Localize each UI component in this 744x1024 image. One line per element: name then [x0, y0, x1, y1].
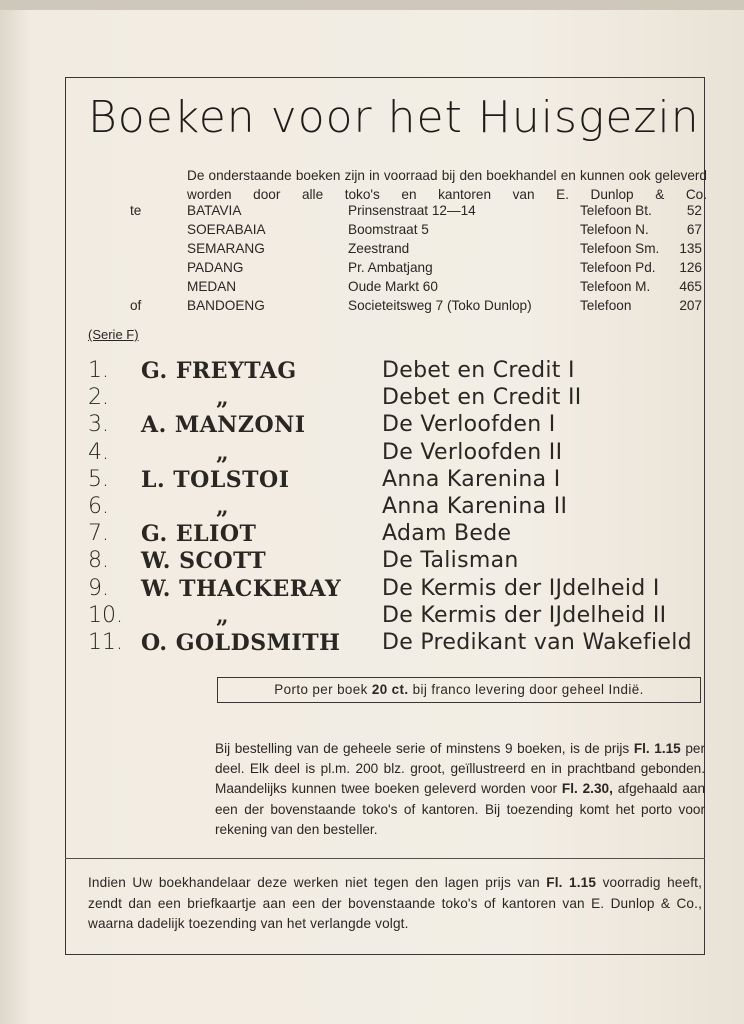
order-text-3: afgehaald aan een der bovenstaande toko's of kantoren. Bij toezending komt het porto voor rekening van den besteller.: [215, 781, 705, 837]
book-row: [88, 385, 713, 412]
book-row: [88, 521, 713, 548]
dealer-telefoon: Telefoon M.: [580, 279, 651, 294]
book-title: Anna Karenina II: [382, 493, 568, 519]
dealer-list: [130, 203, 710, 317]
footer-price: Fl. 1.15: [546, 875, 597, 890]
dealer-prefix: of: [130, 298, 142, 313]
book-row: [88, 630, 713, 657]
porto-text-after: bij franco levering door geheel Indië.: [408, 682, 644, 697]
book-row: [88, 358, 713, 385]
book-author-ditto: „: [216, 385, 230, 412]
book-number: 9.: [88, 575, 109, 601]
dealer-phone-number: 207: [679, 298, 702, 313]
dealer-telefoon: Telefoon Pd.: [580, 260, 656, 275]
book-row: [88, 494, 713, 521]
book-number: 11.: [88, 629, 123, 655]
porto-price: 20 ct.: [371, 682, 409, 697]
dealer-city: SOERABAIA: [187, 222, 266, 237]
book-title: Debet en Credit I: [382, 358, 575, 383]
dealer-phone-number: 135: [679, 241, 702, 256]
book-author-ditto: „: [216, 439, 230, 466]
book-number: 6.: [88, 493, 109, 519]
footer-text-2: voorradig heeft, zendt dan een briefkaartje aan een der bovenstaande toko's of kantoren van E. Dunlop & Co., waarna dadelijk toezending van het verlangde volgt.: [88, 875, 702, 931]
porto-notice: [217, 677, 701, 703]
book-number: 1.: [88, 358, 109, 383]
dealer-address: Zeestrand: [348, 241, 410, 256]
book-title: Debet en Credit II: [382, 385, 582, 411]
book-row: [88, 548, 713, 575]
order-paragraph: [215, 739, 705, 840]
book-title: Anna Karenina I: [382, 466, 561, 492]
book-title: De Kermis der IJdelheid I: [382, 575, 660, 601]
dealer-telefoon: Telefoon N.: [580, 222, 649, 237]
book-number: 3.: [88, 412, 109, 438]
book-number: 4.: [88, 439, 109, 465]
page-top-edge: [0, 0, 744, 10]
section-divider: [65, 858, 705, 859]
dealer-telefoon: Telefoon Sm.: [580, 241, 660, 256]
book-title: De Kermis der IJdelheid II: [382, 602, 667, 628]
serie-label: (Serie F): [88, 327, 139, 342]
book-title: De Verloofden I: [382, 412, 556, 438]
book-title: Adam Bede: [382, 521, 512, 547]
book-author: G. ELIOT: [141, 521, 257, 548]
dealer-phone-number: 126: [679, 260, 702, 275]
order-price-two-volumes: Fl. 2.30,: [561, 781, 613, 797]
dealer-telefoon: Telefoon Bt.: [580, 203, 652, 218]
intro-paragraph: De onderstaande boeken zijn in voorraad bij den boekhandel en kunnen ook geleverd worden door alle toko's en kantoren van E. Dunlop & Co.: [187, 168, 707, 202]
dealer-address: Oude Markt 60: [348, 279, 438, 294]
porto-text-before: Porto per boek: [274, 682, 372, 697]
book-number: 2.: [88, 385, 109, 411]
dealer-city: MEDAN: [187, 279, 237, 294]
order-text-1: Bij bestelling van de geheele serie of minstens 9 boeken, is de prijs: [215, 741, 634, 756]
dealer-phone-number: 67: [686, 222, 702, 237]
book-author: W. THACKERAY: [141, 575, 342, 602]
page-title: Boeken voor het Huisgezin: [88, 92, 700, 143]
book-row: [88, 576, 713, 603]
book-row: [88, 412, 713, 439]
book-row: [88, 440, 713, 467]
book-author-ditto: „: [216, 602, 230, 629]
book-title: De Verloofden II: [382, 439, 563, 465]
order-price-per-volume: Fl. 1.15: [633, 741, 681, 756]
book-row: [88, 603, 713, 630]
dealer-address: Societeitsweg 7 (Toko Dunlop): [348, 298, 532, 313]
dealer-address: Prinsenstraat 12—14: [348, 203, 476, 218]
dealer-row: [130, 203, 710, 222]
dealer-row: [130, 298, 710, 317]
footer-text-1: Indien Uw boekhandelaar deze werken niet tegen den lagen prijs van: [88, 875, 547, 890]
dealer-row: [130, 260, 710, 279]
book-number: 8.: [88, 548, 109, 574]
book-list: [88, 358, 713, 657]
dealer-address: Boomstraat 5: [348, 222, 429, 237]
book-author: A. MANZONI: [141, 412, 306, 439]
dealer-city: SEMARANG: [187, 241, 265, 256]
book-title: De Talisman: [382, 548, 519, 574]
footer-paragraph: [88, 873, 702, 935]
book-number: 7.: [88, 521, 109, 547]
dealer-city: PADANG: [187, 260, 244, 275]
dealer-row: [130, 241, 710, 260]
dealer-phone-number: 465: [679, 279, 702, 294]
dealer-city: BATAVIA: [187, 203, 242, 218]
dealer-telefoon: Telefoon: [580, 298, 632, 313]
book-title: De Predikant van Wakefield: [382, 629, 692, 655]
book-author: O. GOLDSMITH: [141, 629, 341, 656]
book-number: 10.: [88, 602, 123, 628]
book-number: 5.: [88, 466, 109, 492]
dealer-prefix: te: [130, 203, 142, 218]
book-author: L. TOLSTOI: [141, 466, 290, 493]
dealer-address: Pr. Ambatjang: [348, 260, 433, 275]
order-text-2: per deel. Elk deel is pl.m. 200 blz. groot, geïllustreerd en in prachtband gebonden. Maandelijks kunnen twee boeken geleverd worden voor: [215, 741, 705, 797]
dealer-city: BANDOENG: [187, 298, 265, 313]
book-author: G. FREYTAG: [141, 358, 297, 384]
book-row: [88, 467, 713, 494]
book-author-ditto: „: [216, 493, 230, 520]
book-author: W. SCOTT: [141, 548, 267, 575]
dealer-phone-number: 52: [686, 203, 702, 218]
dealer-row: [130, 222, 710, 241]
dealer-row: [130, 279, 710, 298]
